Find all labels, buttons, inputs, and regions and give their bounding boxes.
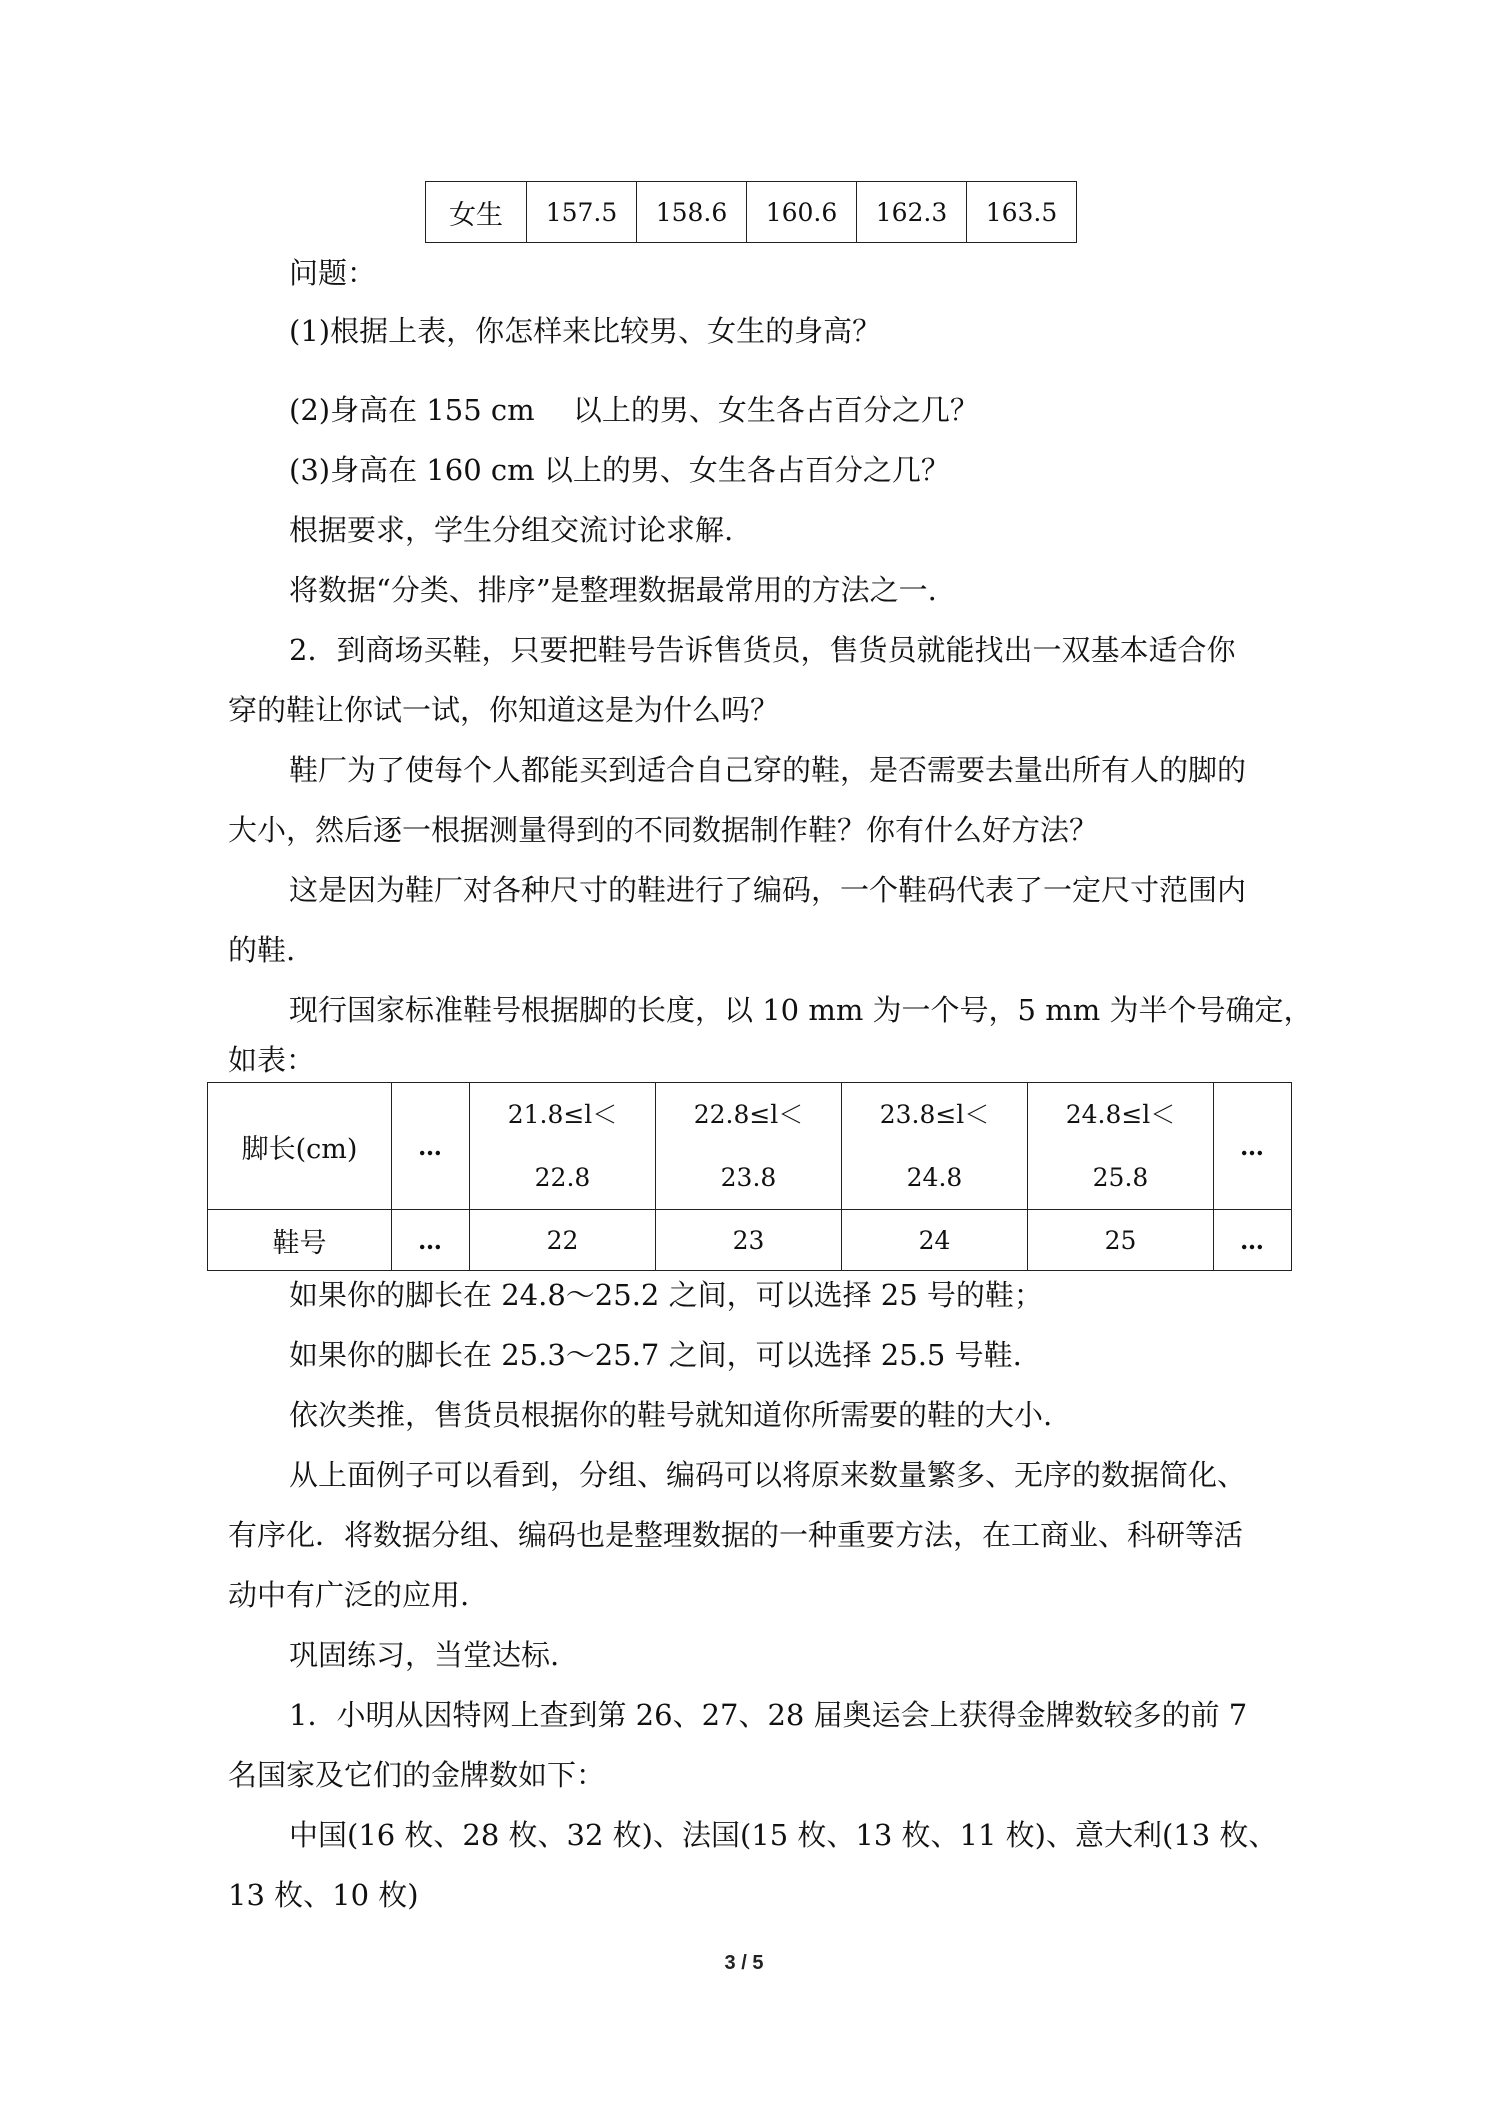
ellipsis-cell: … bbox=[1214, 1083, 1292, 1210]
range-bottom: 23.8 bbox=[720, 1163, 777, 1192]
text-line: 鞋厂为了使每个人都能买到适合自己穿的鞋，是否需要去量出所有人的脚的 bbox=[289, 753, 1247, 787]
height-cell: 162.3 bbox=[857, 182, 967, 243]
text-line: 将数据“分类、排序”是整理数据最常用的方法之一. bbox=[289, 573, 937, 607]
table-row bbox=[208, 1210, 1292, 1271]
text-line: 如果你的脚长在 24.8～25.2 之间，可以选择 25 号的鞋； bbox=[289, 1278, 1043, 1312]
text-line: 这是因为鞋厂对各种尺寸的鞋进行了编码，一个鞋码代表了一定尺寸范围内 bbox=[289, 873, 1247, 907]
row-label-girls: 女生 bbox=[426, 182, 527, 243]
text-line: 13 枚、10 枚) bbox=[228, 1878, 419, 1912]
range-cell bbox=[842, 1083, 1028, 1210]
text-line: 中国(16 枚、28 枚、32 枚)、法国(15 枚、13 枚、11 枚)、意大利(13 枚、 bbox=[289, 1818, 1278, 1852]
height-cell: 163.5 bbox=[967, 182, 1077, 243]
text-line: (2)身高在 155 cm 以上的男、女生各占百分之几？ bbox=[289, 393, 979, 427]
text-line: 依次类推，售货员根据你的鞋号就知道你所需要的鞋的大小. bbox=[289, 1398, 1053, 1432]
girls-height-table bbox=[425, 181, 1077, 243]
size-cell: 25 bbox=[1028, 1210, 1214, 1271]
text-line: 根据要求，学生分组交流讨论求解. bbox=[289, 513, 734, 547]
text-line: 2．到商场买鞋，只要把鞋号告诉售货员，售货员就能找出一双基本适合你 bbox=[289, 633, 1236, 667]
text-line: 动中有广泛的应用. bbox=[228, 1578, 470, 1612]
row-label-foot-length: 脚长(cm) bbox=[208, 1083, 392, 1210]
text-line: 有序化．将数据分组、编码也是整理数据的一种重要方法，在工商业、科研等活 bbox=[228, 1518, 1244, 1552]
height-cell: 160.6 bbox=[747, 182, 857, 243]
range-cell bbox=[470, 1083, 656, 1210]
text-line: 名国家及它们的金牌数如下： bbox=[228, 1758, 606, 1792]
ellipsis-cell: … bbox=[392, 1210, 470, 1271]
size-cell: 24 bbox=[842, 1210, 1028, 1271]
text-line: (3)身高在 160 cm 以上的男、女生各占百分之几？ bbox=[289, 453, 950, 487]
height-cell: 158.6 bbox=[637, 182, 747, 243]
range-top: 22.8≤l＜ bbox=[693, 1100, 804, 1129]
shoe-size-table bbox=[207, 1082, 1292, 1271]
text-line: 1．小明从因特网上查到第 26、27、28 届奥运会上获得金牌数较多的前 7 bbox=[289, 1698, 1248, 1732]
range-bottom: 22.8 bbox=[534, 1163, 591, 1192]
range-top: 24.8≤l＜ bbox=[1065, 1100, 1176, 1129]
text-line: 的鞋. bbox=[228, 933, 296, 967]
ellipsis-cell: … bbox=[392, 1083, 470, 1210]
range-top: 23.8≤l＜ bbox=[879, 1100, 990, 1129]
height-cell: 157.5 bbox=[527, 182, 637, 243]
text-line: 如果你的脚长在 25.3～25.7 之间，可以选择 25.5 号鞋. bbox=[289, 1338, 1022, 1372]
text-line: 从上面例子可以看到，分组、编码可以将原来数量繁多、无序的数据简化、 bbox=[289, 1458, 1247, 1492]
text-line: (1)根据上表，你怎样来比较男、女生的身高？ bbox=[289, 314, 882, 348]
text-line: 问题： bbox=[289, 256, 377, 290]
text-line: 巩固练习，当堂达标. bbox=[289, 1638, 560, 1672]
range-top: 21.8≤l＜ bbox=[507, 1100, 618, 1129]
row-label-shoe-size: 鞋号 bbox=[208, 1210, 392, 1271]
ellipsis-cell: … bbox=[1214, 1210, 1292, 1271]
text-line: 现行国家标准鞋号根据脚的长度，以 10 mm 为一个号，5 mm 为半个号确定， bbox=[289, 993, 1313, 1027]
size-cell: 23 bbox=[656, 1210, 842, 1271]
text-line: 如表： bbox=[228, 1043, 316, 1077]
table-row bbox=[208, 1083, 1292, 1210]
range-cell bbox=[656, 1083, 842, 1210]
text-line: 穿的鞋让你试一试，你知道这是为什么吗？ bbox=[228, 693, 780, 727]
range-cell bbox=[1028, 1083, 1214, 1210]
range-bottom: 25.8 bbox=[1092, 1163, 1149, 1192]
text-line: 大小，然后逐一根据测量得到的不同数据制作鞋？你有什么好方法？ bbox=[228, 813, 1099, 847]
range-bottom: 24.8 bbox=[906, 1163, 963, 1192]
table-row bbox=[426, 182, 1077, 243]
size-cell: 22 bbox=[470, 1210, 656, 1271]
page-number: 3 / 5 bbox=[724, 1952, 764, 1974]
